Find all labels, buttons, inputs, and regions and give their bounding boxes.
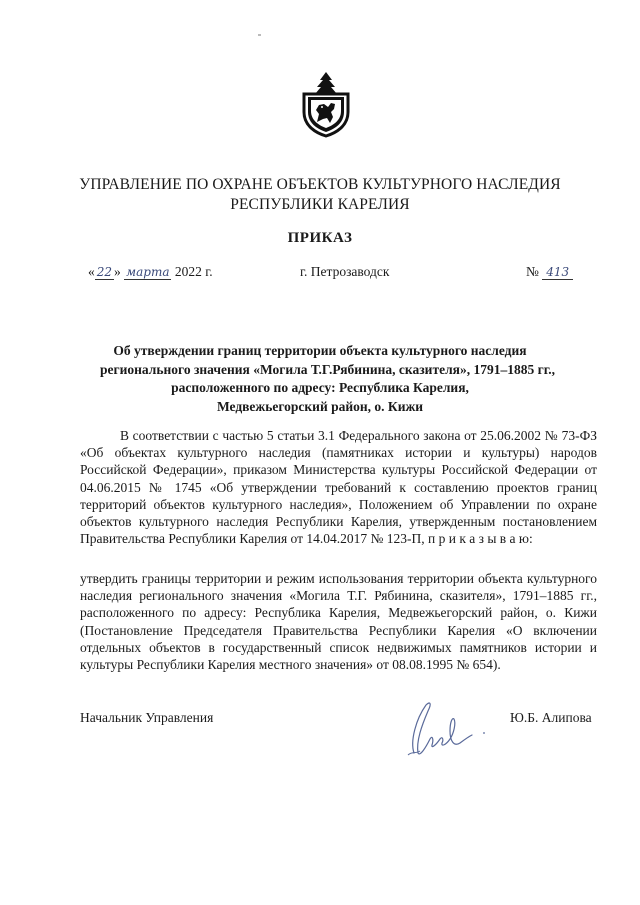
scan-artifact [258,34,261,36]
organization-name-line1: УПРАВЛЕНИЕ ПО ОХРАНЕ ОБЪЕКТОВ КУЛЬТУРНОГО НАСЛЕДИЯ [79,176,561,193]
signatory-name: Ю.Б. Алипова [510,710,592,725]
republic-of-karelia-coat-of-arms-icon [298,70,354,138]
date-close-quote: » [114,264,121,279]
date-day: 22 [96,265,113,279]
subject-line: расположенного по адресу: Республика Карелия, [171,380,469,395]
signatory-position: Начальник Управления [80,710,214,725]
number-value: 413 [542,265,573,280]
order-city: г. Петрозаводск [300,264,390,279]
organization-name-line2: РЕСПУБЛИКИ КАРЕЛИЯ [230,196,410,213]
subject-line: Медвежьегорский район, о. Кижи [216,398,424,414]
document-type-title: ПРИКАЗ [287,230,353,246]
number-label: № [526,264,539,279]
subject-line: Об утверждении границ территории объекта культурного наследия [113,343,527,358]
handwritten-signature [396,693,496,761]
order-date [88,264,213,280]
date-month: марта [126,265,170,279]
date-open-quote: « [88,264,95,279]
preamble-paragraph: В соответствии с частью 5 статьи 3.1 Федерального закона от 25.06.2002 № 73-ФЗ «Об объектах культурного наследия (памятниках истории и культуры) народов Российской Федерации», приказом Министерства культуры Российской Федерации от 04.06.2015 № 1745 «Об утверждении требований к составлению проектов границ территорий объектов культурного наследия», Положением об Управлении по охране объектов культурного наследия Республики Карелия, утвержденным постановлением Правительства Республики Карелия от 14.04.2017 № 123-П, п р и к а з ы в а ю: [80,428,597,547]
resolution-paragraph: утвердить границы территории и режим использования территории объекта культурного наследия регионального значения «Могила Т.Г. Рябинина, сказителя», 1791–1885 гг., расположенного по адресу: Республика Карелия, Медвежьегорский район, о. Кижи (Постановление Председателя Правительства Республики Карелия «О включении отдельных объектов в государственный список недвижимых памятников истории и культуры Республики Карелия местного значения» от 08.08.1995 № 654). [80,571,597,673]
order-subject [100,342,556,416]
date-year: 2022 г. [174,264,213,279]
subject-line: регионального значения «Могила Т.Г.Рябинина, сказителя», 1791–1885 гг., [100,361,556,377]
order-number [526,264,573,280]
